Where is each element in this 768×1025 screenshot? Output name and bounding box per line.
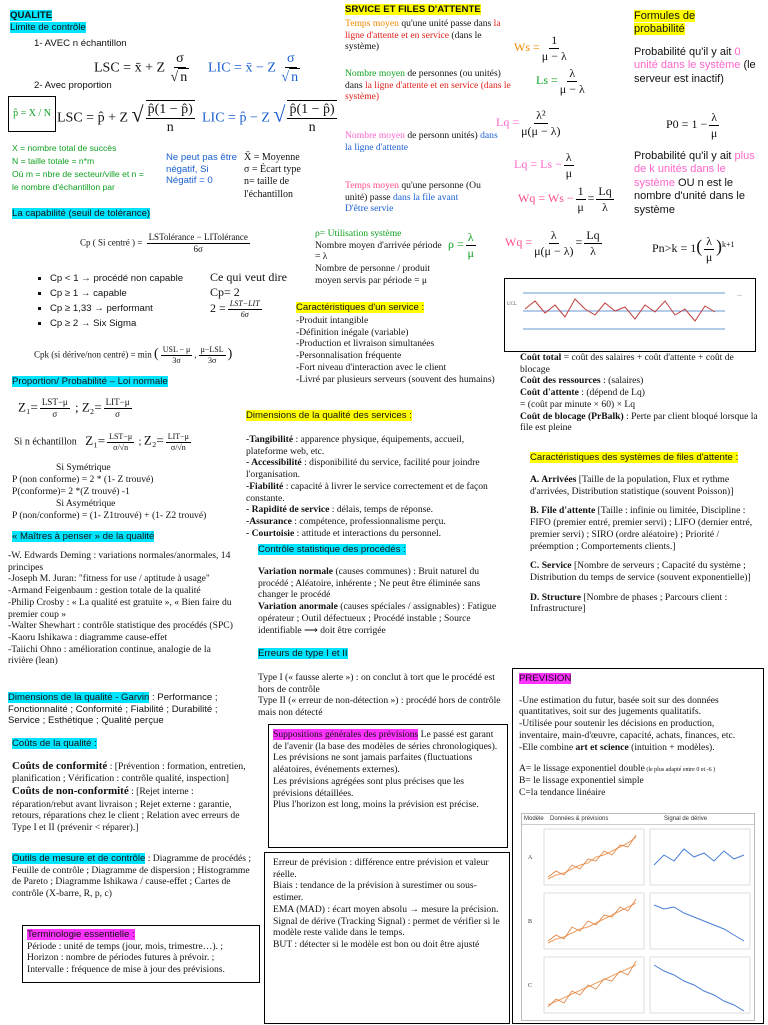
quality-title-block	[10, 10, 125, 33]
p0-formula: P0 = 1 − $\frac{\lambda}{\mu}$	[666, 110, 718, 140]
z1-den-sqrt: σ/√n	[113, 442, 129, 452]
def2-line: X̄ = Moyenne	[244, 152, 300, 163]
z-formulas: Z₁= $\frac{\text{LST−μ}}{\sigma}$ ; Z₂= $\frac{\text{LIT−μ}}{\sigma}$	[18, 397, 130, 419]
service-dim: -Tangibilité : apparence physique, équipements, accueil, plateforme web, etc.	[246, 434, 465, 457]
garvin-text: : Performance ; Fonctionnalité ; Conformité ; Fiabilité ; Durabilité ; Service ; Esthétique ; Qualité perçue	[8, 692, 218, 727]
cost-block: Coût de blocage (PrBalk) : Perte par client bloqué lorsque la file est pleine	[520, 410, 758, 434]
z-with-n: Si n échantillon Z₁= $\frac{\text{LST−μ}}{\sigma/√n}$ ; Z₂= $\frac{\text{LIT−μ}}{\sigma/√n}$	[14, 432, 189, 452]
control-chart-image	[504, 278, 756, 352]
queue-costs-block	[520, 352, 760, 434]
errors-title: Erreurs de type I et II	[258, 648, 348, 659]
costs-title: Coûts de la qualité :	[12, 738, 97, 749]
terminology-title: Terminologie essentielle :	[27, 929, 135, 940]
cp-bullet: ▪ Cp < 1 → procédé non capable	[50, 272, 204, 286]
prevision-line: -Utilisée pour soutenir les décisions en production, inventaire, main-d'œuvre, capacité, achats, finances, etc.	[519, 718, 736, 741]
cost-conformity: Coûts de conformité : [Prévention : formation, entretien, planification ; Vérification : contrôle qualité, inspection]	[12, 760, 246, 785]
cp-formula	[80, 232, 252, 255]
data-panel	[544, 829, 644, 885]
service-dims-title: Dimensions de la qualité des services :	[246, 410, 412, 421]
spc-block	[258, 566, 508, 636]
quality-item1: 1- AVEC n échantillon	[34, 38, 127, 49]
master-line: -W. Edwards Deming : variations normales/anormales, 14 principes	[8, 550, 231, 573]
master-line: -Kaoru Ishikawa : diagramme cause-effet	[8, 631, 168, 643]
master-line: -Walter Shewhart : contrôle statistique des procédés (SPC)	[8, 620, 233, 632]
term-line: Période : unité de temps (jour, mois, trimestre…). ;	[27, 940, 223, 952]
lsc-sqrt-n: √ n	[170, 70, 188, 86]
spc-normal: Variation normale (causes communes) : Bruit naturel du procédé ; Aléatoire, inhérente ; Ne peut être éliminée sans changer le procédé	[258, 566, 481, 601]
row-label: C	[528, 983, 533, 989]
cp-label: Cp ( Si centré ) =	[80, 237, 143, 248]
cost-wait: Coût d'attente : (dépend de Lq)	[520, 387, 645, 399]
actual-line	[548, 961, 636, 1007]
prevision-c: C=la tendance linéaire	[519, 786, 606, 798]
forecast-grid-header	[522, 814, 754, 825]
signal-line	[654, 905, 744, 941]
cpk-label: Cpk (si dérive/non centré) = min	[34, 349, 152, 360]
forecast-error-line: Signal de dérive (Tracking Signal) : permet de vérifier si le modèle reste valide dans le temps.	[273, 915, 500, 939]
ls-text: Nombre moyen de personnes (ou unités) dans la ligne d'attente et en service (dans le système)	[345, 68, 511, 103]
signal-line	[654, 965, 744, 1011]
service-char-line: -Personnalisation fréquente	[296, 350, 402, 362]
service-char-list	[296, 315, 506, 385]
signal-panel	[650, 829, 750, 885]
cost-nonconformity: Coûts de non-conformité : [Rejet interne : réparation/rebut avant livraison ; Rejet externe : garantie, retours, réparations chez le client ; Relation avec erreurs de Type I et II (prévenir < réparer).]	[12, 785, 240, 833]
quality-definitions-2	[244, 152, 334, 201]
service-char-line: -Produit intangible	[296, 315, 369, 326]
forecast-error-line: BUT : détecter si le modèle est bon ou doit être ajusté	[273, 938, 480, 950]
chart-legend: —	[737, 294, 742, 299]
service-char-line: -Fort niveau d'interaction avec le client	[296, 361, 447, 373]
lic-fraction	[281, 50, 300, 86]
term-line: Horizon : nombre de périodes futures à prévoir. ;	[27, 952, 215, 964]
lic-p-formula: LIC = p̂ − Z √ $\frac{p̂(1 - p̂)}{n}$	[202, 101, 335, 136]
cp-bullets	[34, 272, 204, 332]
grid-row-c	[528, 957, 750, 1013]
grid-row-a	[528, 829, 750, 885]
assumption-line: Plus l'horizon est long, moins la prévision est précise.	[273, 799, 479, 811]
lsc-fraction	[171, 50, 190, 86]
phat-box: p̂ = X / N	[8, 96, 56, 132]
def2-line: σ = Écart type	[244, 164, 301, 176]
assumption-line: Les prévisions ne sont jamais parfaites (fluctuations aléatoires, événements externes).	[273, 752, 473, 776]
lic-p-label: LIC = p̂ − Z	[202, 110, 270, 126]
prevision-combine: -Elle combine art et science (intuition + modèles).	[519, 741, 715, 753]
masters-title: « Maîtres à penser » de la qualité	[12, 531, 155, 542]
lsc-p-label: LSC = p̂ + Z	[57, 110, 129, 126]
assumptions-title: Suppositions générales des prévisions	[273, 729, 419, 740]
prevision-box	[512, 668, 764, 1024]
rho-def: ρ= Utilisation système	[315, 228, 402, 239]
wq-formula: Wq = Ws − $\frac{1}{\mu}$ = $\frac{Lq}{\lambda}$	[518, 184, 612, 214]
queue-title: SRVICE ET FILES D'ATTENTE	[345, 4, 481, 15]
wq-text: Temps moyen qu'une personne (Ou unité) passe dans la file avant D'être servie	[345, 180, 481, 215]
cpk-formula: Cpk (si dérive/non centré) = min ( $\frac{\text{USL − μ}}{3\sigma}$ , $\frac{\text{μ−LSL}}{3\sigma}$ )	[34, 345, 233, 365]
p-nc: P (non conforme) = 2 * (1- Z trouvé)	[12, 473, 154, 485]
signal-panel	[650, 957, 750, 1013]
forecast-error-line: EMA (MAD) : écart moyen absolu → mesure la précision.	[273, 903, 499, 915]
quality-subtitle: Limite de contrôle	[10, 21, 86, 33]
queue-sys-a: A. Arrivées [Taille de la population, Flux et rythme d'arrivées, Distribution statistique (souvent Poisson)]	[530, 474, 734, 497]
service-dim: - Rapidité de service : délais, temps de réponse.	[246, 504, 434, 516]
quality-definitions	[12, 142, 167, 194]
master-line: -Taiichi Ohno : amélioration continue, analogie de la rivière (lean)	[8, 643, 211, 667]
with-n-label: Si n échantillon	[14, 436, 77, 448]
service-char-line: -Livré par plusieurs serveurs (souvent des humains)	[296, 373, 495, 385]
grid-header: Modèle	[524, 816, 544, 822]
capability-title: La capabilité (seuil de tolérance)	[12, 208, 151, 219]
ws-formula: Ws = $\frac{1}{\mu - \lambda}$	[514, 33, 567, 63]
garvin-title: Dimensions de la qualité - Garvin	[8, 692, 150, 703]
actual-line	[548, 899, 636, 941]
data-panel	[544, 893, 644, 949]
service-char-title: Caractéristiques d'un service :	[296, 302, 425, 313]
cp-fraction: $\frac{\text{LSTolérance − LITolérance}}{6\sigma}$	[148, 232, 248, 254]
cost-total: Coût total = coût des salaires + coût d'attente + coût de blocage	[520, 352, 734, 375]
service-dim: - Courtoisie : attitude et interactions du personnel.	[246, 527, 442, 539]
chart-ucl-label: UCL	[507, 302, 517, 307]
queue-sys-d: D. Structure [Nombre de phases ; Parcours client : Infrastructure]	[530, 591, 728, 615]
z1-label: Z₁=	[18, 399, 38, 415]
rho-lambda: Nombre moyen d'arrivée période = λ	[315, 239, 442, 263]
queue-sys-c: C. Service [Nombre de serveurs ; Capacité du système ; Distribution du temps de service (souvent exponentielle)]	[530, 560, 751, 583]
forecast-line	[548, 837, 636, 879]
costs-block	[12, 760, 252, 834]
cp-bullet: ▪ Cp ≥ 2 → Six Sigma	[50, 317, 204, 331]
assumption-line: Les prévisions agrégées sont plus précises que les prévisions détaillées.	[273, 775, 465, 799]
cp-note-line: Cp= 2	[210, 284, 240, 299]
data-panel	[544, 957, 644, 1013]
spc-title: Contrôle statistique des procédés :	[258, 544, 406, 555]
cp-bullet: ▪ Cp ≥ 1 → capable	[50, 287, 204, 301]
lq2-formula: Lq = Ls − $\frac{\lambda}{\mu}$	[514, 150, 572, 180]
asym-label: Si Asymétrique	[56, 497, 116, 509]
rho-block	[315, 228, 445, 287]
forecast-error-line: Biais : tendance de la prévision à surestimer ou sous-estimer.	[273, 880, 477, 904]
prevision-title: PREVISION	[519, 673, 572, 684]
pk-formula: Pn>k = 1( $\frac{\lambda}{\mu}$ )$^{k+1}$	[652, 234, 735, 264]
def2-line: n= taille de l'échantillon	[244, 176, 294, 200]
lsc-sigma: σ	[174, 50, 186, 68]
sym-label: Si Symétrique	[56, 462, 111, 473]
control-series	[525, 299, 715, 321]
proportion-title: Proportion/ Probabilité – Loi normale	[12, 376, 168, 387]
control-chart-svg	[505, 279, 755, 351]
lic-formula	[208, 50, 302, 86]
rho-formula: ρ = $\frac{\lambda}{\mu}$	[448, 230, 474, 260]
tools-text: : Diagramme de procédés ; Feuille de contrôle ; Diagramme de dispersion ; Histogramme de Pareto ; Diagramme Ishikawa / cause-effet ; Cartes de contrôle (X-barre, R, p, c)	[12, 853, 252, 900]
masters-list	[8, 550, 238, 667]
lic-sqrt-n: √ n	[281, 70, 299, 86]
grid-header: Signal de dérive	[664, 816, 708, 822]
def-line: X = nombre total de succès	[12, 143, 117, 153]
service-dim: - Accessibilité : disponibilité du service, facilité pour joindre l'organisation.	[246, 457, 480, 481]
service-dim: -Fiabilité : capacité à livrer le service correctement et de façon constante.	[246, 480, 488, 504]
cost-resources: Coût des ressources : (salaires)	[520, 375, 644, 387]
queue-systems-title: Caractéristiques des systèmes de files d'attente :	[530, 452, 739, 463]
lsc-p-formula: LSC = p̂ + Z √ $\frac{p̂(1 - p̂)}{n}$	[57, 101, 193, 136]
signal-line	[654, 849, 744, 865]
master-line: -Armand Feigenbaum : gestion totale de la qualité	[8, 585, 201, 597]
error-type1: Type I (« fausse alerte ») : on conclut à tort que le procédé est hors de contrôle	[258, 672, 495, 695]
lq-formula: Lq = $\frac{\text{λ²}}{\mu(\mu - \lambda)}$	[496, 108, 561, 138]
service-char-line: -Production et livraison simultanées	[296, 338, 435, 350]
terminology-box	[22, 925, 260, 983]
quality-title: QUALITE	[10, 10, 53, 21]
forecast-line	[548, 965, 636, 1005]
lsc-label: LSC = x̄ + Z	[94, 60, 166, 76]
lic-label: LIC = x̄ − Z	[208, 60, 276, 76]
lic-p-fraction: $\frac{p̂(1 - p̂)}{n}$	[289, 102, 335, 136]
grid-header: Données & prévisions	[550, 816, 609, 822]
actual-line	[548, 835, 636, 877]
queue-systems-list	[530, 474, 755, 615]
z2-label: Z₂=	[81, 399, 102, 415]
pk-text: Probabilité qu'il y ait plus de k unités dans le système OU n est le nombre d'unité dans le système	[634, 150, 755, 216]
assumptions-box	[268, 724, 508, 848]
prevision-a: A= le lissage exponentiel double (le plus adapté entre 0 et -6 )	[519, 763, 716, 775]
row-label: B	[528, 919, 533, 925]
p-nc2: P (non/conforme) = (1- Z1trouvé) + (1- Z2 trouvé)	[12, 509, 207, 521]
cp-bullet: ▪ Cp ≥ 1,33 → performant	[50, 302, 204, 316]
def-line: Où m = nbre de secteur/ville et n =	[12, 168, 144, 179]
quality-item2: 2- Avec proportion	[34, 80, 112, 91]
cp-note-line: Ce qui veut dire	[210, 270, 287, 284]
prevision-b: B= le lissage exponentiel simple	[519, 774, 644, 786]
row-label: A	[528, 855, 533, 861]
ws-text: Temps moyen qu'une unité passe dans la ligne d'attente et en service (dans le système)	[345, 18, 501, 53]
probability-title: Formules de probabilité	[634, 10, 696, 36]
forecast-error-box	[264, 852, 510, 1024]
term-line: Intervalle : fréquence de mise à jour des prévisions.	[27, 964, 225, 976]
ls-formula: Ls = $\frac{\lambda}{\mu - \lambda}$	[536, 66, 585, 96]
cost-wait-2: = (coût par minute × 60) × Lq	[520, 398, 636, 410]
p0-text: Probabilité qu'il y ait 0 unité dans le système (le serveur est inactif)	[634, 46, 756, 85]
tools-block	[12, 853, 252, 900]
assumption-line: Le passé est garant de l'avenir (la base des modèles de séries chronologiques).	[273, 729, 498, 752]
forecast-grid	[521, 813, 755, 1021]
negative-note: Ne peut pas être négatif, Si Négatif = 0	[166, 152, 237, 187]
garvin-block	[8, 692, 238, 727]
cp-note-formula: 2 = $\frac{\text{LST−LIT}}{6\sigma}$	[210, 299, 260, 319]
lq-text: Nombre moyen de personn unités) dans la ligne d'attente	[345, 130, 498, 153]
lic-sigma: σ	[285, 50, 297, 68]
forecast-grid-svg	[522, 825, 754, 1021]
spc-abnormal: Variation anormale (causes spéciales / assignables) : Fatigue opérateur ; Outil défectueux ; Procédé instable ; Source identifiable ⟶ doit être corrigée	[258, 601, 497, 636]
service-dims-list	[246, 434, 508, 539]
probability-rules	[12, 462, 232, 522]
signal-panel	[650, 893, 750, 949]
prevision-line: -Une estimation du futur, basée soit sur des données quantitatives, soit sur des jugements qualitatifs.	[519, 694, 719, 718]
rho-mu: Nombre de personne / produit moyen servis par période = μ	[315, 263, 431, 286]
def-line: le nombre d'échantillon par	[12, 181, 115, 192]
grid-row-b	[528, 893, 750, 949]
queue-sys-b: B. File d'attente [Taille : infinie ou limitée, Discipline : FIFO (premier entré, premier servi) ; LIFO (dernier entré, premier servi) ; SIRO (ordre aléatoire) ; Priorité / préemption ; Comportements clients.]	[530, 505, 753, 552]
master-line: -Joseph M. Juran: "fitness for use / aptitude à usage"	[8, 573, 210, 585]
z2-den-sqrt: σ/√n	[170, 442, 186, 452]
tools-title: Outils de mesure et de contrôle	[12, 853, 146, 864]
wq2-formula: Wq = $\frac{\lambda}{\mu(\mu - \lambda)}$ = $\frac{Lq}{\lambda}$	[505, 228, 600, 258]
error-type2: Type II (« erreur de non-détection ») : procédé hors de contrôle mais non détecté	[258, 695, 501, 719]
service-char-line: -Définition inégale (variable)	[296, 326, 409, 338]
master-line: -Philip Crosby : « La qualité est gratuite », « Bien faire du premier coup »	[8, 596, 232, 620]
lsc-p-fraction: $\frac{p̂(1 - p̂)}{n}$	[147, 102, 193, 136]
def-line: N = taille totale = n*m	[12, 155, 95, 166]
p-c: P(conforme)= 2 *(Z trouvé) -1	[12, 485, 130, 497]
errors-block	[258, 672, 510, 719]
service-dim: -Assurance : compétence, professionnalisme perçu.	[246, 515, 446, 527]
cp-note	[210, 270, 287, 320]
forecast-error-line: Erreur de prévision : différence entre prévision et valeur réelle.	[273, 857, 489, 880]
